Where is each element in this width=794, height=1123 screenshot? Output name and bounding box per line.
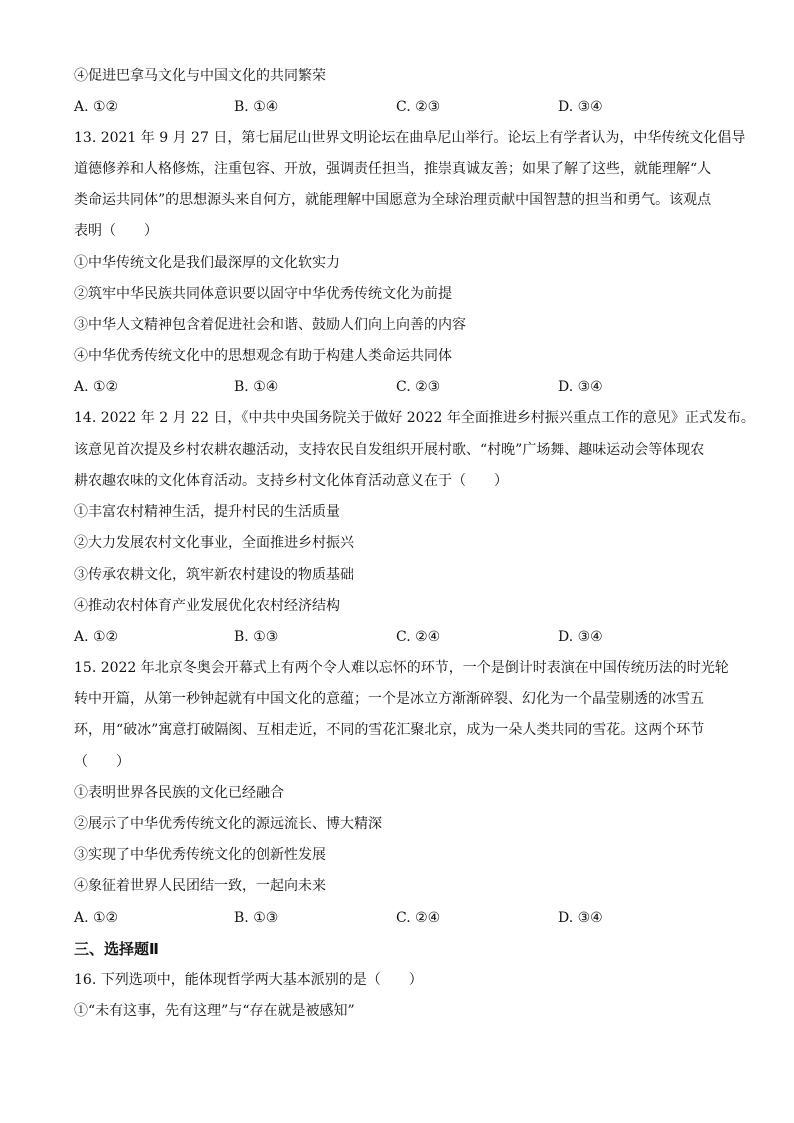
q13-option-b: B. ①④ — [234, 379, 279, 395]
q14-options — [74, 627, 714, 647]
q13-option-c: C. ②③ — [396, 379, 441, 395]
q13-stem-line-4: 表明（ ） — [74, 223, 158, 239]
q16-statement-1: ①“未有这事，先有这理”与“存在就是被感知” — [74, 1003, 355, 1019]
q15-statement-3: ③实现了中华优秀传统文化的创新性发展 — [74, 847, 326, 863]
q14-statement-1: ①丰富农村精神生活，提升村民的生活质量 — [74, 504, 340, 520]
q15-statement-1: ①表明世界各民族的文化已经融合 — [74, 785, 284, 801]
q12-option-b: B. ①④ — [234, 99, 279, 115]
q14-option-b: B. ①③ — [234, 629, 279, 645]
q15-stem-line-3: 环，用“破冰”寓意打破隔阂、互相走近，不同的雪花汇聚北京，成为一朵人类共同的雪花。这两个环节 — [74, 722, 705, 738]
q14-statement-2: ②大力发展农村文化事业，全面推进乡村振兴 — [74, 535, 354, 551]
q14-statement-4: ④推动农村体育产业发展优化农村经济结构 — [74, 598, 340, 614]
q14-option-c: C. ②④ — [396, 629, 441, 645]
q14-stem-line-1: 14. 2022 年 2 月 22 日，《中共中央国务院关于做好 2022 年全面推进乡村振兴重点工作的意见》正式发布。 — [74, 410, 755, 426]
q13-stem-line-2: 道德修养和人格修炼，注重包容、开放，强调责任担当，推崇真诚友善；如果了解了这些，就能理解“人 — [74, 161, 712, 177]
q13-option-a: A. ①② — [74, 379, 119, 395]
q14-statement-3: ③传承农耕文化，筑牢新农村建设的物质基础 — [74, 567, 354, 583]
q14-stem-line-2: 该意见首次提及乡村农耕农趣活动，支持农民自发组织开展村歌、“村晚”广场舞、趣味运动会等体现农 — [74, 442, 705, 458]
q15-stem-line-1: 15. 2022 年北京冬奥会开幕式上有两个令人难以忘怀的环节，一个是倒计时表演在中国传统历法的时光轮 — [74, 660, 729, 676]
q15-statement-4: ④象征着世界人民团结一致，一起向未来 — [74, 878, 326, 894]
q13-stem-line-1: 13. 2021 年 9 月 27 日，第七届尼山世界文明论坛在曲阜尼山举行。论坛上有学者认为，中华传统文化倡导 — [74, 130, 746, 146]
q13-options — [74, 377, 714, 397]
q13-stem-line-3: 类命运共同体”的思想源头来自何方，就能理解中国愿意为全球治理贡献中国智慧的担当和勇气。该观点 — [74, 192, 712, 208]
q14-option-d: D. ③④ — [558, 629, 603, 645]
q15-option-b: B. ①③ — [234, 910, 279, 926]
q15-statement-2: ②展示了中华优秀传统文化的源远流长、博大精深 — [74, 816, 382, 832]
q15-options — [74, 908, 714, 928]
q12-options — [74, 97, 714, 117]
q13-option-d: D. ③④ — [558, 379, 603, 395]
q13-statement-3: ③中华人文精神包含着促进社会和谐、鼓励人们向上向善的内容 — [74, 317, 466, 333]
q12-statement-4: ④促进巴拿马文化与中国文化的共同繁荣 — [74, 68, 326, 84]
q12-option-d: D. ③④ — [558, 99, 603, 115]
q13-statement-4: ④中华优秀传统文化中的思想观念有助于构建人类命运共同体 — [74, 348, 452, 364]
section-title: 三、选择题Ⅱ — [74, 940, 159, 958]
q15-option-d: D. ③④ — [558, 910, 603, 926]
q16-stem: 16. 下列选项中，能体现哲学两大基本派别的是（ ） — [74, 972, 423, 988]
q15-stem-line-2: 转中开篇，从第一秒钟起就有中国文化的意蕴；一个是冰立方渐渐碎裂、幻化为一个晶莹剔透的冰雪五 — [74, 691, 704, 707]
q13-statement-2: ②筑牢中华民族共同体意识要以固守中华优秀传统文化为前提 — [74, 286, 452, 302]
q15-stem-line-4: （ ） — [74, 754, 130, 770]
q14-option-a: A. ①② — [74, 629, 119, 645]
q14-stem-line-3: 耕农趣农味的文化体育活动。支持乡村文化体育活动意义在于（ ） — [74, 473, 508, 489]
q12-option-a: A. ①② — [74, 99, 119, 115]
q13-statement-1: ①中华传统文化是我们最深厚的文化软实力 — [74, 255, 340, 271]
q12-option-c: C. ②③ — [396, 99, 441, 115]
q15-option-a: A. ①② — [74, 910, 119, 926]
q15-option-c: C. ②④ — [396, 910, 441, 926]
